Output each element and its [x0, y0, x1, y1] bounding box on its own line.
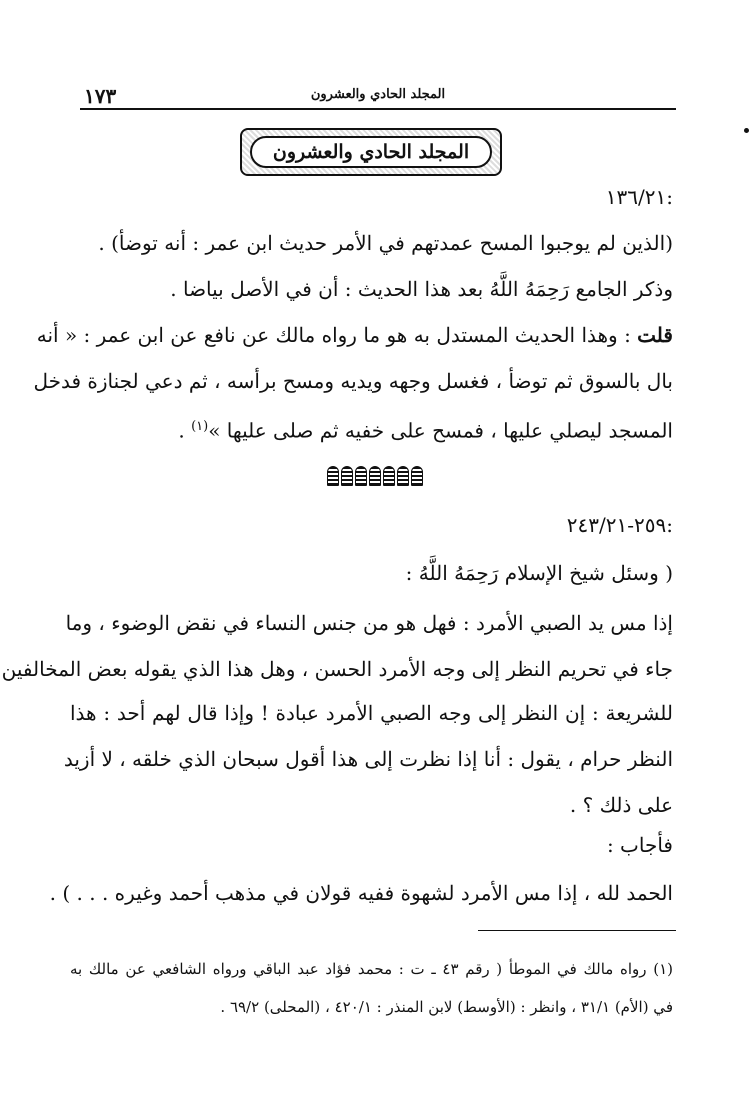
- page-number: ١٧٣: [84, 84, 117, 108]
- section-2-line-3: جاء في تحريم النظر إلى وجه الأمرد الحسن ، وهل هذا الذي يقوله بعض المخالفين: [1, 657, 673, 681]
- section-1-line-3: [36, 320, 673, 350]
- running-title: المجلد الحادي والعشرون: [310, 87, 446, 102]
- chapter-title-inner: [250, 136, 492, 168]
- section-2-line-2: إذا مس يد الصبي الأمرد : فهل هو من جنس النساء في نقض الوضوء ، وما: [65, 611, 673, 635]
- section-1-reference: :١٣٦/٢١: [605, 185, 673, 209]
- chapter-title-frame: [240, 128, 502, 176]
- footnote-divider: [478, 930, 676, 931]
- running-header: [80, 84, 676, 110]
- section-2-reference: :٢٥٩-٢٤٣/٢١: [566, 513, 673, 537]
- ornament-icon: [327, 466, 339, 486]
- footnote-marker: (١): [191, 419, 209, 434]
- ornament-icon: [355, 466, 367, 486]
- section-1-line-5: [70, 412, 673, 446]
- section-1-line-2: وذكر الجامع رَحِمَهُ اللَّهُ بعد هذا الحديث : أن في الأصل بياضا .: [170, 277, 673, 301]
- section-1-line-5-end: .: [178, 418, 192, 443]
- section-2-line-8: الحمد لله ، إذا مس الأمرد لشهوة ففيه قولان في مذهب أحمد وغيره . . . ) .: [49, 881, 673, 905]
- footnote-line-1: (١) رواه مالك في الموطأ ( رقم ٤٣ ـ ت : محمد فؤاد عبد الباقي ورواه الشافعي عن مالك به: [70, 960, 673, 978]
- chapter-title: المجلد الحادي والعشرون: [272, 141, 470, 163]
- ornament-icon: [369, 466, 381, 486]
- edge-mark: [744, 128, 749, 133]
- section-separator-ornament: [325, 466, 425, 488]
- section-1-line-5-text: المسجد ليصلي عليها ، فمسح على خفيه ثم صلى عليها »: [208, 418, 673, 443]
- section-2-line-6: على ذلك ؟ .: [569, 793, 673, 817]
- section-2-line-4: للشريعة : إن النظر إلى وجه الصبي الأمرد عبادة ! وإذا قال لهم أحد : هذا: [70, 701, 673, 725]
- section-2-line-1: ( وسئل شيخ الإسلام رَحِمَهُ اللَّهُ :: [405, 561, 673, 585]
- footnote-line-2: في (الأم) ٣١/١ ، وانظر : (الأوسط) لابن المنذر : ٤٢٠/١ ، (المحلى) ٦٩/٢ .: [220, 998, 673, 1016]
- ornament-icon: [411, 466, 423, 486]
- qult-word: قلت: [637, 323, 673, 347]
- section-2-line-5: النظر حرام ، يقول : أنا إذا نظرت إلى هذا أقول سبحان الذي خلقه ، لا أزيد: [63, 747, 673, 771]
- ornament-icon: [397, 466, 409, 486]
- ornament-icon: [341, 466, 353, 486]
- ornament-icon: [383, 466, 395, 486]
- section-2-line-7: فأجاب :: [606, 833, 673, 857]
- section-1-line-1: (الذين لم يوجبوا المسح عمدتهم في الأمر حديث ابن عمر : أنه توضأ) .: [98, 231, 673, 255]
- section-1-line-3-text: : وهذا الحديث المستدل به هو ما رواه مالك عن نافع عن ابن عمر : « أنه: [36, 323, 631, 347]
- section-1-line-4: بال بالسوق ثم توضأ ، فغسل وجهه ويديه ومسح برأسه ، ثم دعي لجنازة فدخل: [33, 369, 673, 393]
